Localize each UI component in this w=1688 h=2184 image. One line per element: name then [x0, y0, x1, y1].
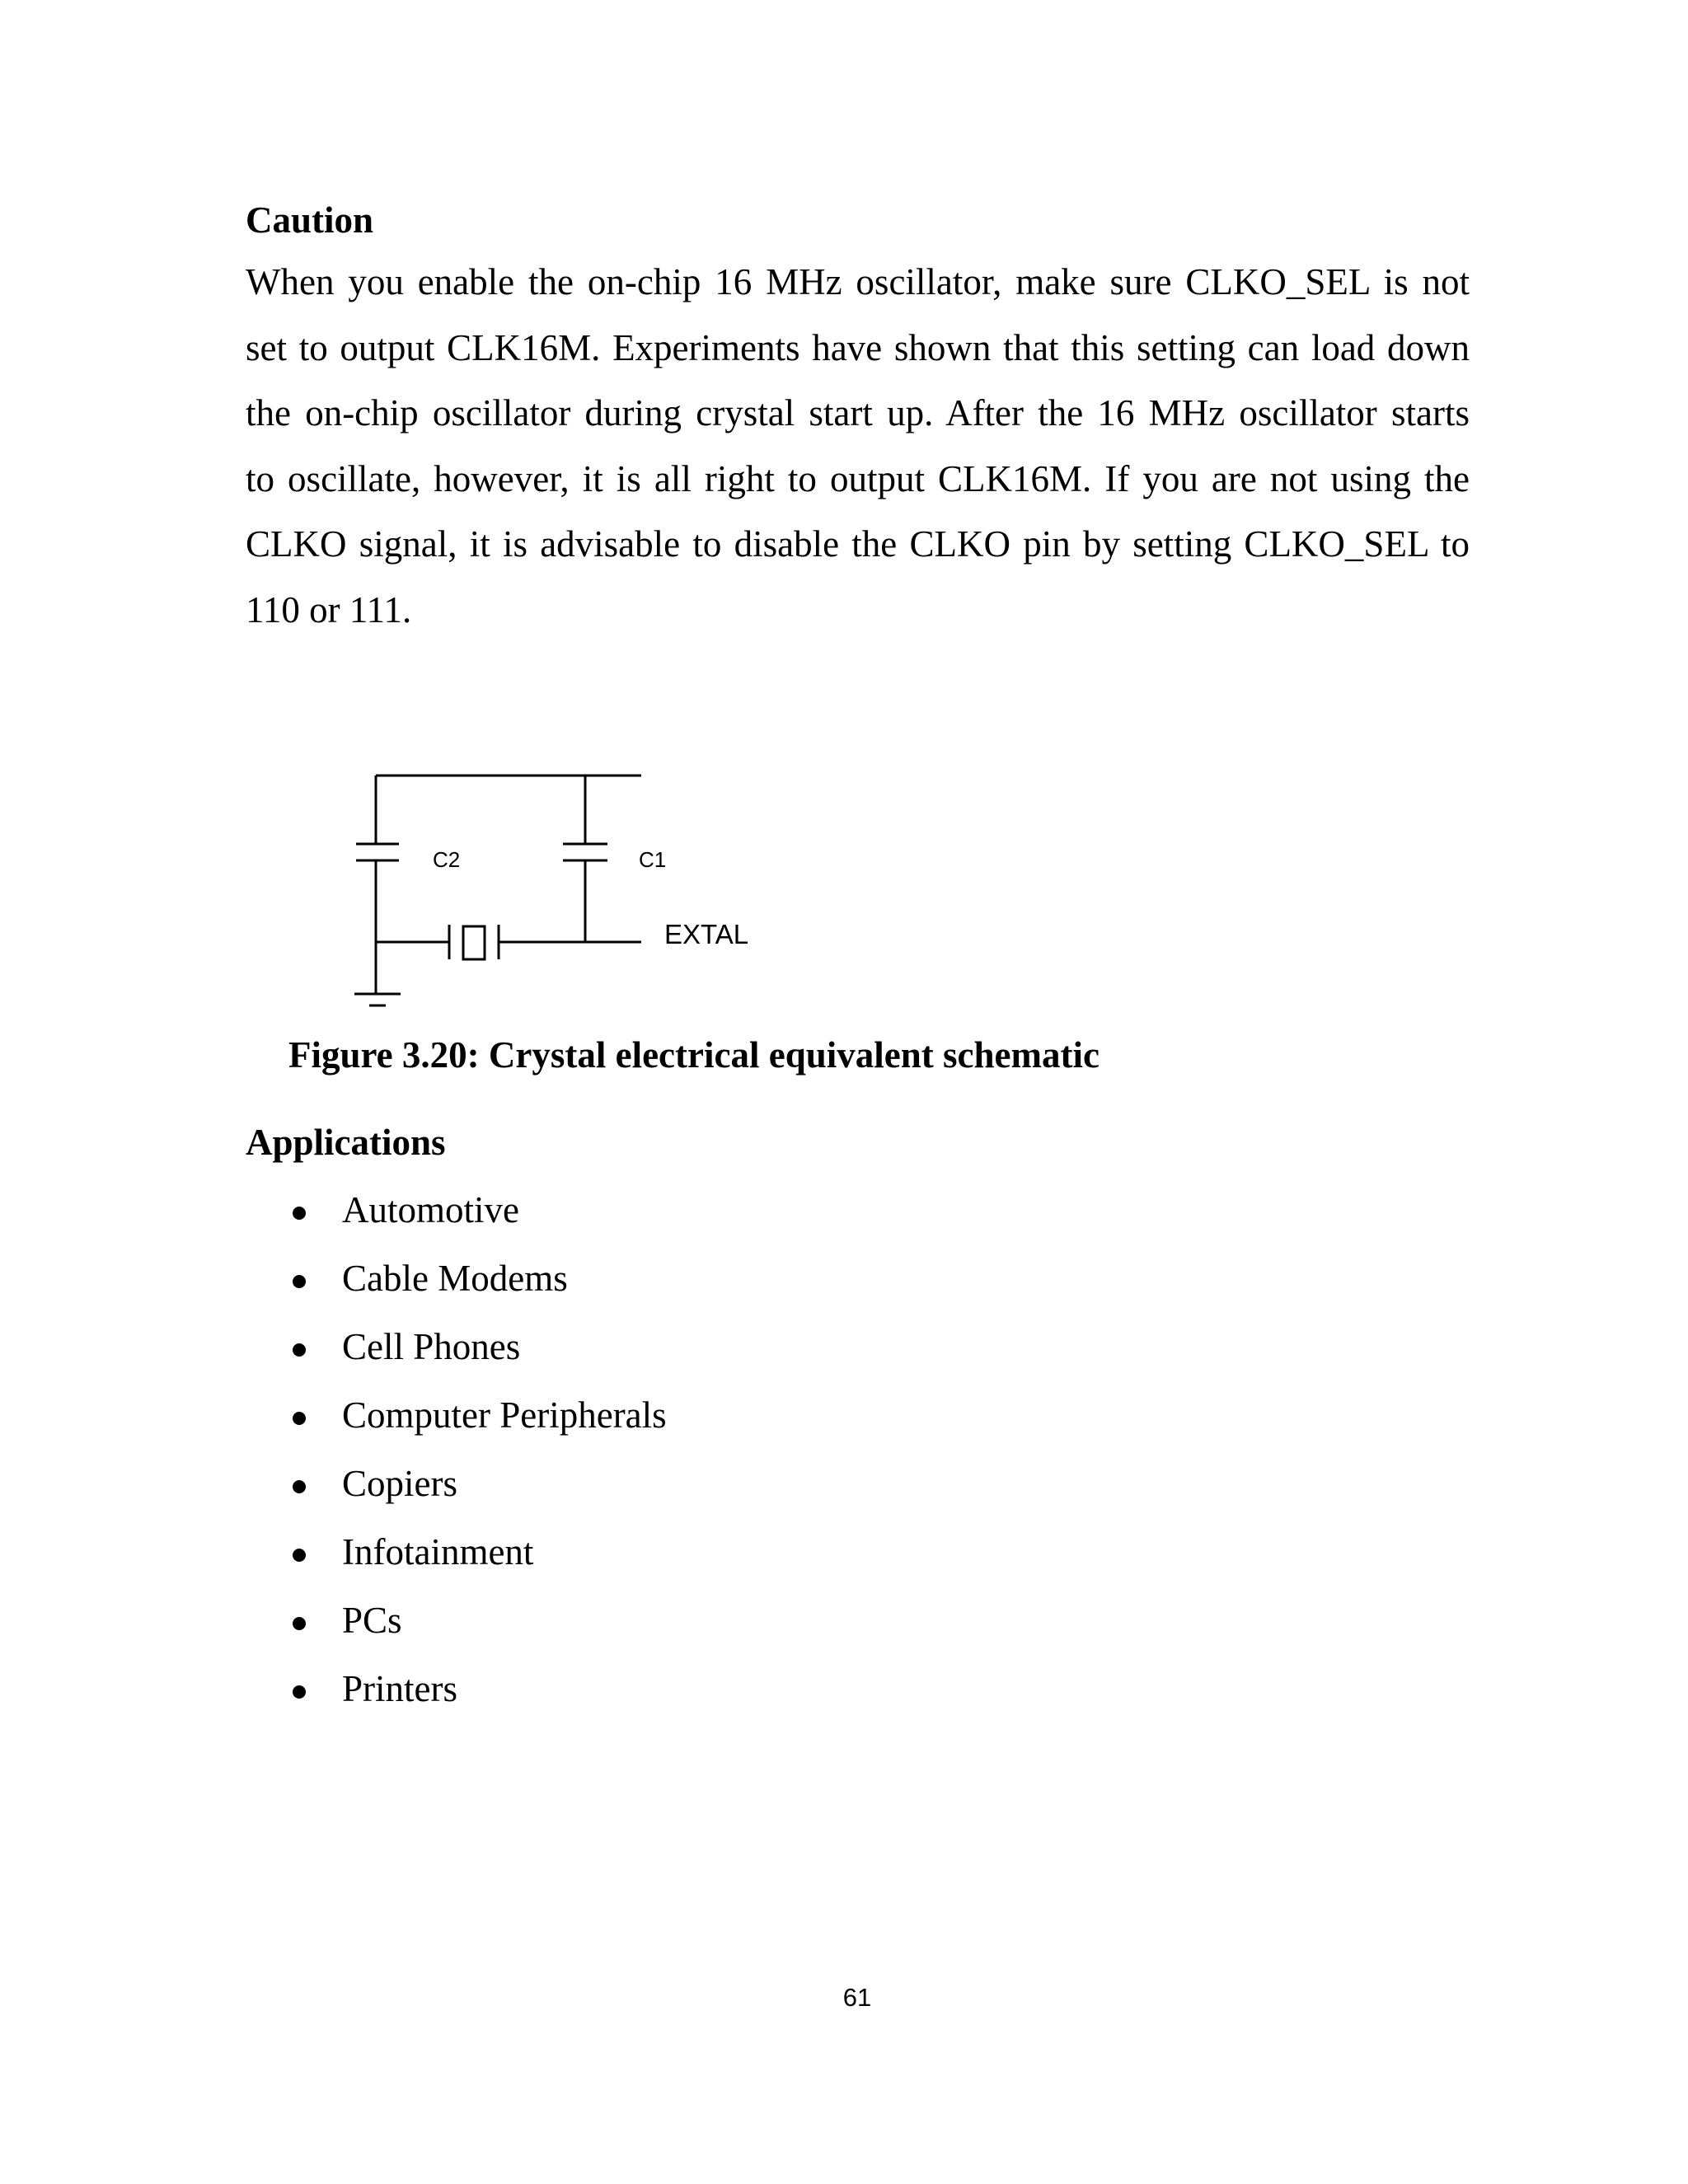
- list-item-text: Computer Peripherals: [342, 1394, 667, 1436]
- list-item-text: Infotainment: [342, 1531, 534, 1572]
- figure-caption: Figure 3.20: Crystal electrical equivalent schematic: [288, 1034, 1100, 1076]
- list-item-text: Cable Modems: [342, 1258, 568, 1299]
- list-item-text: Automotive: [342, 1189, 519, 1230]
- caution-paragraph-line: When you enable the on-chip 16 MHz oscillator, make sure CLKO_SEL is not: [246, 261, 1470, 302]
- list-item-text: Copiers: [342, 1463, 457, 1504]
- crystal-body: [463, 926, 485, 959]
- c2-label: C2: [433, 847, 461, 872]
- bullet-icon: [293, 1412, 306, 1425]
- bullet-icon: [293, 1617, 306, 1630]
- extal-label: EXTAL: [664, 919, 749, 949]
- list-item-text: PCs: [342, 1600, 402, 1641]
- bullet-icon: [293, 1343, 306, 1357]
- caution-heading: Caution: [246, 199, 374, 241]
- list-item-text: Cell Phones: [342, 1326, 521, 1367]
- crystal-schematic-diagram: [0, 0, 1688, 1038]
- bullet-icon: [293, 1480, 306, 1493]
- bullet-icon: [293, 1685, 306, 1699]
- bullet-icon: [293, 1207, 306, 1220]
- bullet-icon: [293, 1275, 306, 1288]
- caution-paragraph-line: CLKO signal, it is advisable to disable the CLKO pin by setting CLKO_SEL to: [246, 523, 1470, 565]
- caution-paragraph-line: set to output CLK16M. Experiments have shown that this setting can load down: [246, 327, 1470, 368]
- list-item-text: Printers: [342, 1668, 457, 1709]
- caution-paragraph-line: 110 or 111.: [246, 589, 412, 630]
- applications-heading: Applications: [246, 1122, 446, 1163]
- page-number: 61: [842, 1983, 872, 2012]
- bullet-icon: [293, 1549, 306, 1562]
- caution-paragraph-line: to oscillate, however, it is all right to output CLK16M. If you are not using the: [246, 458, 1470, 499]
- caution-paragraph-line: the on-chip oscillator during crystal start up. After the 16 MHz oscillator starts: [246, 392, 1470, 434]
- c1-label: C1: [639, 847, 667, 872]
